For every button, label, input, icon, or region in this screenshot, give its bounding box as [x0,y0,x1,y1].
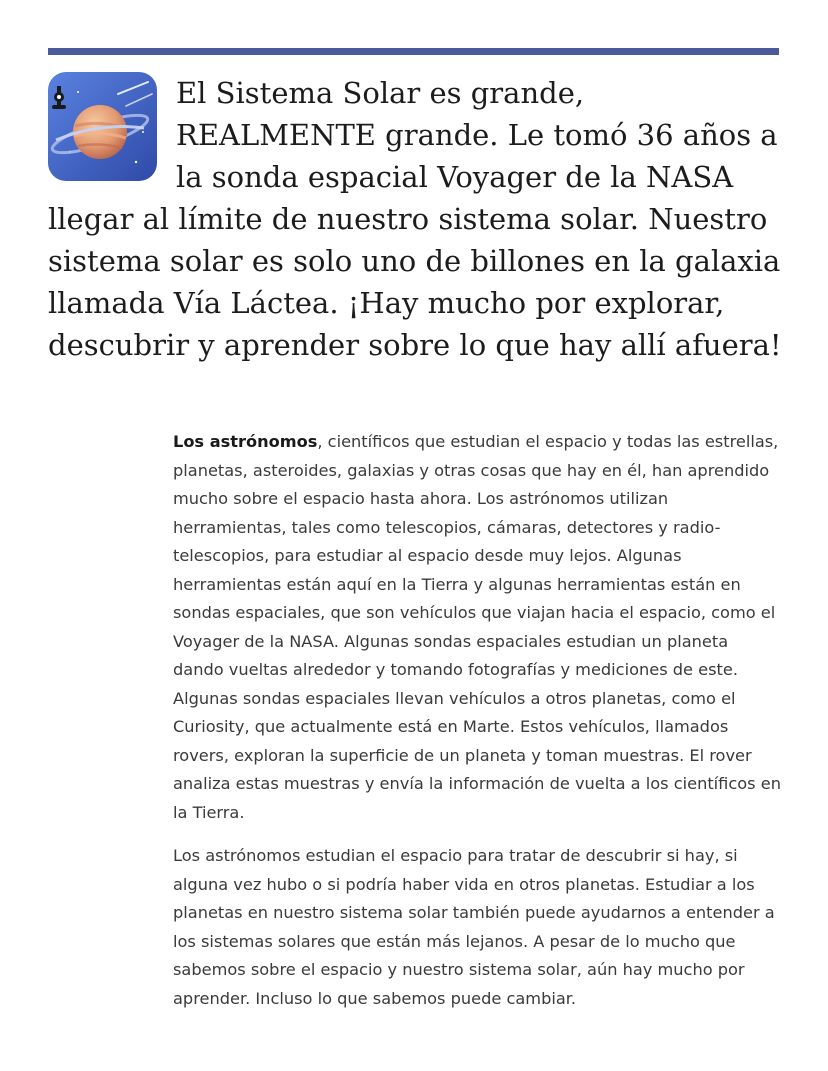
planet-icon [48,72,157,181]
paragraph-life-on-planets: Los astrónomos estudian el espacio para tratar de descubrir si hay, si alguna vez hubo o si podría haber vida en otros planetas. Estudiar a los planetas en nuestro sistema solar también puede ayudarnos a entender a los sistemas solares que están más lejanos. A pesar de lo mucho que sabemos sobre el espacio y nuestro sistema solar, aún hay mucho por aprender. Incluso lo que sabemos puede cambiar. [173,846,775,1008]
paragraph-1-text: , científicos que estudian el espacio y todas las estrellas, planetas, asteroides, galaxias y otras cosas que hay en él, han aprendido mucho sobre el espacio hasta ahora. Los astrónomos utilizan herramientas, tales como telescopios, cámaras, detectores y radio-telescopios, para estudiar al espacio desde muy lejos. Algunas herramientas están aquí en la Tierra y algunas herramientas están en sondas espaciales, que son vehículos que viajan hacia el espacio, como el Voyager de la NASA. Algunas sondas espaciales estudian un planeta dando vueltas alrededor y tomando fotografías y mediciones de este. Algunas sondas espaciales llevan vehículos a otros planetas, como el Curiosity, que actualmente está en Marte. Estos vehículos, llamados rovers, exploran la superficie de un planeta y toman muestras. El rover analiza estas muestras y envía la información de vuelta a los científicos en la Tierra. [173,432,781,822]
intro-text: El Sistema Solar es grande, REALMENTE grande. Le tomó 36 años a la sonda espacial Voyager de la NASA llegar al límite de nuestro sistema solar. Nuestro sistema solar es solo uno de billones en la galaxia llamada Vía Láctea. ¡Hay mucho por explorar, descubrir y aprender sobre lo que hay allí afuera! [48,76,782,362]
saturn-planet-app-icon [48,72,157,181]
top-divider-rule [48,48,779,55]
intro-heading-block [48,72,788,366]
article-body [173,428,783,1028]
bold-term-astronomers: Los astrónomos [173,432,318,451]
paragraph-astronomers-tools [173,428,783,827]
